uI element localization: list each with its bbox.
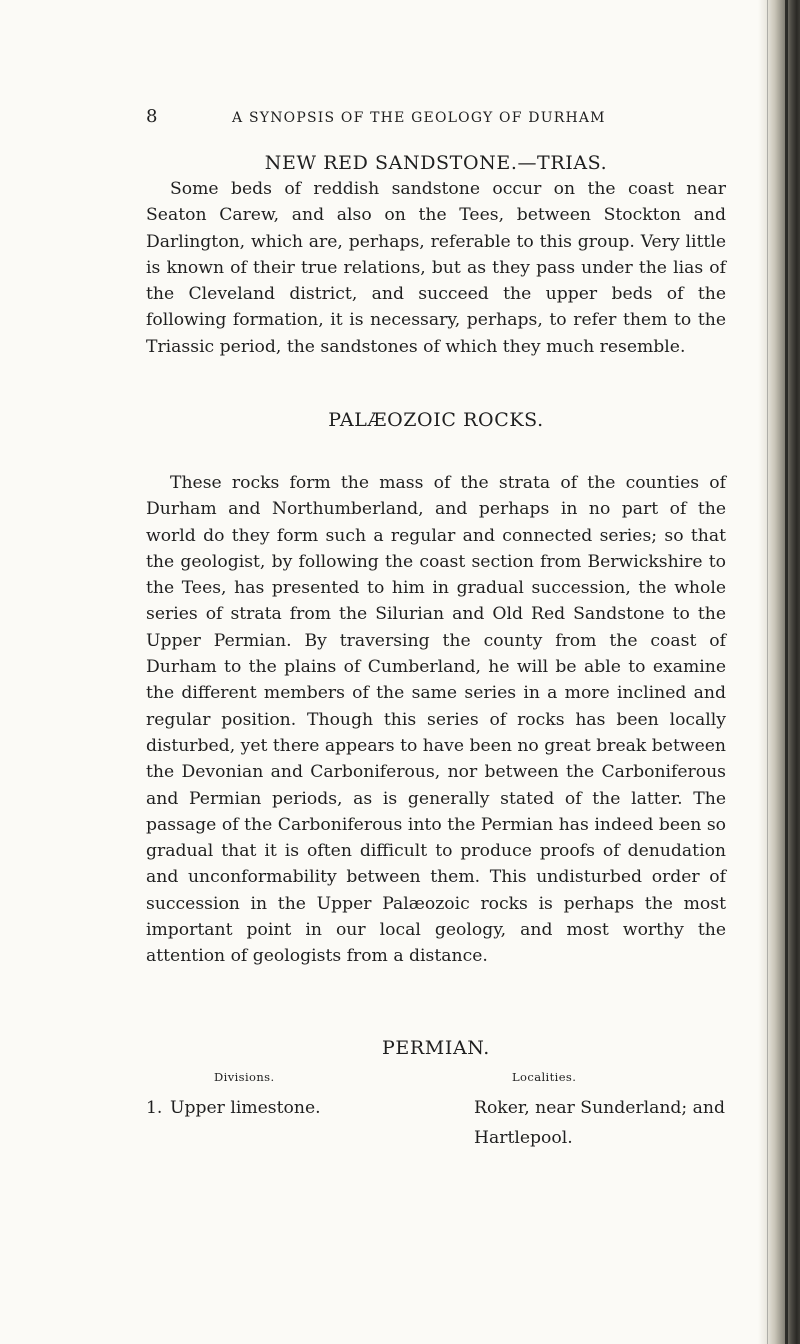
row-division: Upper limestone. bbox=[170, 1098, 321, 1118]
section-heading-trias: NEW RED SANDSTONE.—TRIAS. bbox=[264, 152, 608, 174]
section-heading-permian: PERMIAN. bbox=[382, 1037, 490, 1059]
column-label-divisions: Divisions. bbox=[214, 1070, 275, 1084]
section-heading-palaeozoic: PALÆOZOIC ROCKS. bbox=[328, 409, 544, 431]
permian-table-header bbox=[146, 1070, 726, 1090]
row-number: 1. bbox=[146, 1098, 163, 1118]
book-binding-edge bbox=[758, 0, 800, 1344]
binding-shadow-line bbox=[767, 0, 768, 1344]
column-label-localities: Localities. bbox=[512, 1070, 577, 1084]
binding-dark-line bbox=[785, 0, 788, 1344]
paragraph-palaeozoic: These rocks form the mass of the strata of the counties of Durham and Northumberland, and perhaps in no part of the world do they form such a regular and connected series; so that the geologist, by following the coast section from Berwickshire to the Tees, has presented to him in gradual succession, the whole series of strata from the Silurian and Old Red Sandstone to the Upper Permian. By traversing the county from the coast of Durham to the plains of Cumberland, he will be able to examine the different members of the same series in a more inclined and regular position. Though this series of rocks has been locally disturbed, yet there appears to have been no great break between the Devonian and Carboniferous, nor between the Carboniferous and Permian periods, as is generally stated of the latter. The passage of the Carboniferous into the Permian has indeed been so gradual that it is often difficult to produce proofs of denudation and unconformability between them. This undisturbed order of succession in the Upper Palæozoic rocks is perhaps the most important point in our local geology, and most worthy the attention of geologists from a distance. bbox=[146, 473, 726, 967]
row-locality: Roker, near Sunderland; and Hartlepool. bbox=[474, 1098, 725, 1148]
running-title: A SYNOPSIS OF THE GEOLOGY OF DURHAM bbox=[232, 110, 606, 126]
running-head bbox=[146, 106, 726, 133]
page-number: 8 bbox=[146, 106, 158, 127]
paragraph-trias: Some beds of reddish sandstone occur on the coast near Seaton Carew, and also on the Tees, between Stockton and Darlington, which are, perhaps, referable to this group. Very little is known of their true relations, but as they pass under the lias of the Cleveland district, and succeed the upper beds of the following formation, it is necessary, perhaps, to refer them to the Triassic period, the sandstones of which they much resemble. bbox=[146, 179, 726, 357]
